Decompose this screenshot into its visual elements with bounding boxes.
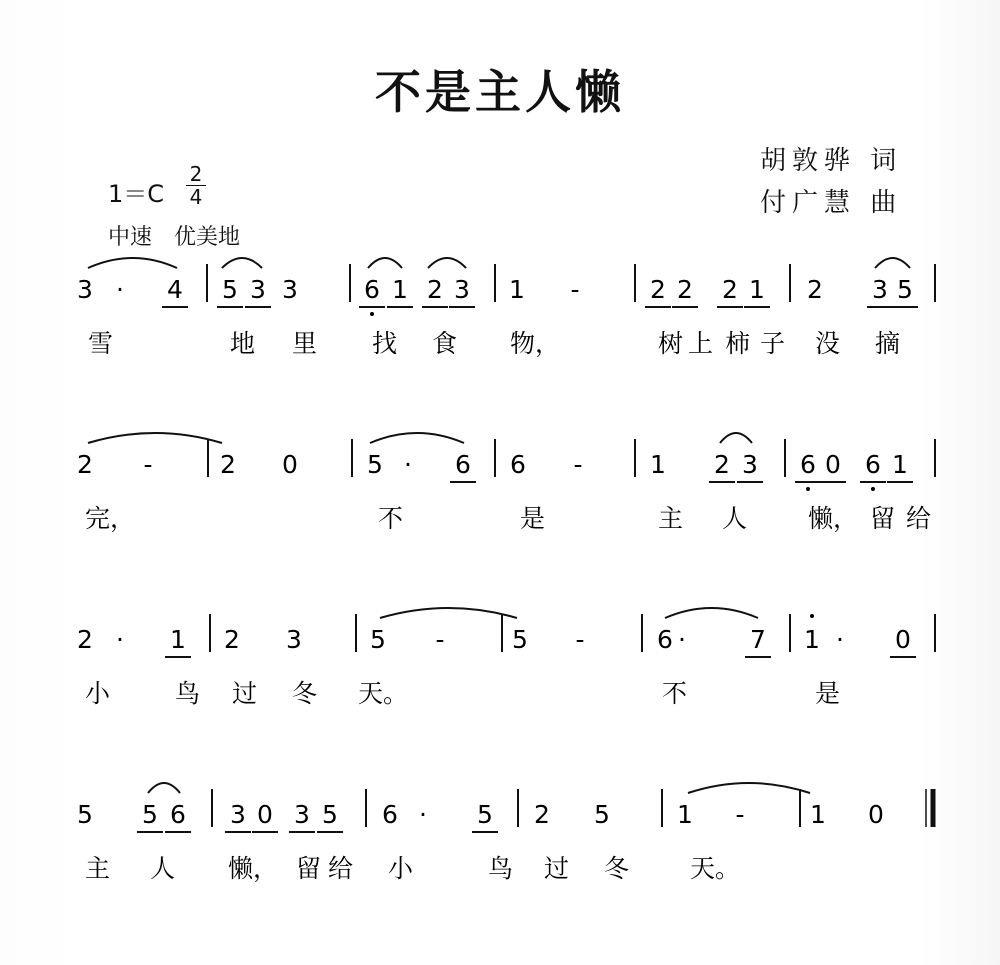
augmentation-dot: · xyxy=(678,625,686,654)
lyric-syllable: 人 xyxy=(722,504,748,533)
lyricist-credit: 胡敦骅 词 xyxy=(760,146,903,176)
note-1: 1 xyxy=(810,800,826,829)
high-octave-dot xyxy=(810,614,814,618)
lyric-syllable: 懒， xyxy=(808,504,859,533)
low-octave-dot xyxy=(871,487,875,491)
lyric-syllable: 地 xyxy=(230,329,256,358)
note-6: 6 xyxy=(455,450,471,479)
lyric-syllable: 雪 xyxy=(88,329,114,358)
lyric-syllable: 找 xyxy=(372,329,398,358)
note-3: 3 xyxy=(230,800,246,829)
note-2: 2 xyxy=(220,450,236,479)
lyric-syllable: 过 xyxy=(544,854,570,883)
lyric-syllable: 小 xyxy=(388,854,414,883)
lyric-syllable: 食 xyxy=(432,329,458,358)
slur-arc xyxy=(368,258,402,268)
note-2: 2 xyxy=(427,275,443,304)
lyric-syllable: 小 xyxy=(85,679,111,708)
note-1: 1 xyxy=(804,625,820,654)
time-signature-bottom: 4 xyxy=(189,185,203,209)
lyric-syllable: 鸟 xyxy=(488,854,514,883)
note-3: 3 xyxy=(294,800,310,829)
note-2: 2 xyxy=(77,625,93,654)
time-signature-top: 2 xyxy=(189,162,203,186)
dash-extension: - xyxy=(570,275,580,304)
lyric-syllable: 冬 xyxy=(604,854,630,883)
note-6: 6 xyxy=(800,450,816,479)
note-3: 3 xyxy=(286,625,302,654)
lyric-syllable: 给 xyxy=(906,504,932,533)
lyric-syllable: 留 xyxy=(870,504,896,533)
note-0: 0 xyxy=(895,625,911,654)
slur-arc xyxy=(875,258,910,268)
lyric-syllable: 天。 xyxy=(690,854,741,883)
slur-arc xyxy=(222,258,262,268)
lyric-syllable: 留 xyxy=(296,854,322,883)
lyric-syllable: 是 xyxy=(520,504,546,533)
slur-arc xyxy=(428,258,466,268)
lyric-syllable: 摘 xyxy=(875,329,901,358)
note-5: 5 xyxy=(594,800,610,829)
lyric-syllable: 不 xyxy=(378,504,404,533)
note-2: 2 xyxy=(534,800,550,829)
lyric-syllable: 物， xyxy=(510,329,561,358)
note-5: 5 xyxy=(367,450,383,479)
low-octave-dot xyxy=(806,487,810,491)
note-1: 1 xyxy=(749,275,765,304)
augmentation-dot: · xyxy=(116,275,124,304)
note-1: 1 xyxy=(509,275,525,304)
note-2: 2 xyxy=(224,625,240,654)
dash-extension: - xyxy=(735,800,745,829)
note-5: 5 xyxy=(477,800,493,829)
lyric-syllable: 没 xyxy=(815,329,841,358)
note-1: 1 xyxy=(677,800,693,829)
note-5: 5 xyxy=(897,275,913,304)
note-3: 3 xyxy=(872,275,888,304)
augmentation-dot: · xyxy=(404,450,412,479)
dash-extension: - xyxy=(435,625,445,654)
note-6: 6 xyxy=(657,625,673,654)
note-2: 2 xyxy=(722,275,738,304)
note-6: 6 xyxy=(170,800,186,829)
note-5: 5 xyxy=(142,800,158,829)
note-2: 2 xyxy=(677,275,693,304)
note-1: 1 xyxy=(650,450,666,479)
note-6: 6 xyxy=(510,450,526,479)
note-2: 2 xyxy=(714,450,730,479)
note-5: 5 xyxy=(512,625,528,654)
lyric-syllable: 子 xyxy=(760,329,786,358)
note-1: 1 xyxy=(170,625,186,654)
note-2: 2 xyxy=(807,275,823,304)
note-1: 1 xyxy=(892,450,908,479)
slur-arc xyxy=(88,258,177,268)
slur-arc xyxy=(665,608,758,618)
note-6: 6 xyxy=(865,450,881,479)
lyric-syllable: 上 xyxy=(688,329,714,358)
note-0: 0 xyxy=(282,450,298,479)
augmentation-dot: · xyxy=(116,625,124,654)
lyric-syllable: 不 xyxy=(662,679,688,708)
note-3: 3 xyxy=(77,275,93,304)
slur-arc xyxy=(88,433,222,443)
lyric-syllable: 树 xyxy=(658,329,684,358)
note-4: 4 xyxy=(167,275,183,304)
note-6: 6 xyxy=(364,275,380,304)
lyric-syllable: 鸟 xyxy=(175,679,201,708)
lyric-syllable: 给 xyxy=(328,854,354,883)
lyric-syllable: 是 xyxy=(815,679,841,708)
low-octave-dot xyxy=(370,312,374,316)
note-5: 5 xyxy=(77,800,93,829)
note-2: 2 xyxy=(77,450,93,479)
lyric-syllable: 冬 xyxy=(292,679,318,708)
note-3: 3 xyxy=(742,450,758,479)
lyric-syllable: 天。 xyxy=(358,679,409,708)
note-0: 0 xyxy=(257,800,273,829)
note-7: 7 xyxy=(750,625,766,654)
augmentation-dot: · xyxy=(419,800,427,829)
note-3: 3 xyxy=(454,275,470,304)
lyric-syllable: 里 xyxy=(292,329,318,358)
note-5: 5 xyxy=(322,800,338,829)
note-6: 6 xyxy=(382,800,398,829)
slur-arc xyxy=(720,433,752,443)
lyric-syllable: 懒， xyxy=(228,854,279,883)
note-3: 3 xyxy=(282,275,298,304)
note-0: 0 xyxy=(825,450,841,479)
key-signature: 1＝C xyxy=(108,180,165,208)
note-1: 1 xyxy=(392,275,408,304)
dash-extension: - xyxy=(575,625,585,654)
lyric-syllable: 人 xyxy=(150,854,176,883)
note-5: 5 xyxy=(370,625,386,654)
lyric-syllable: 完， xyxy=(85,504,136,533)
lyric-syllable: 过 xyxy=(232,679,258,708)
composer-credit: 付广慧 曲 xyxy=(760,188,903,218)
dash-extension: - xyxy=(143,450,153,479)
lyric-syllable: 柿 xyxy=(725,329,751,358)
slur-arc xyxy=(370,433,464,443)
song-title: 不是主人懒 xyxy=(375,65,625,119)
tempo-marking: 中速 优美地 xyxy=(108,225,241,250)
note-5: 5 xyxy=(222,275,238,304)
note-0: 0 xyxy=(868,800,884,829)
lyric-syllable: 主 xyxy=(658,504,684,533)
slur-arc xyxy=(148,783,180,793)
augmentation-dot: · xyxy=(836,625,844,654)
dash-extension: - xyxy=(573,450,583,479)
note-3: 3 xyxy=(250,275,266,304)
note-2: 2 xyxy=(650,275,666,304)
slur-arc xyxy=(688,783,810,793)
lyric-syllable: 主 xyxy=(85,854,111,883)
slur-arc xyxy=(380,608,517,618)
